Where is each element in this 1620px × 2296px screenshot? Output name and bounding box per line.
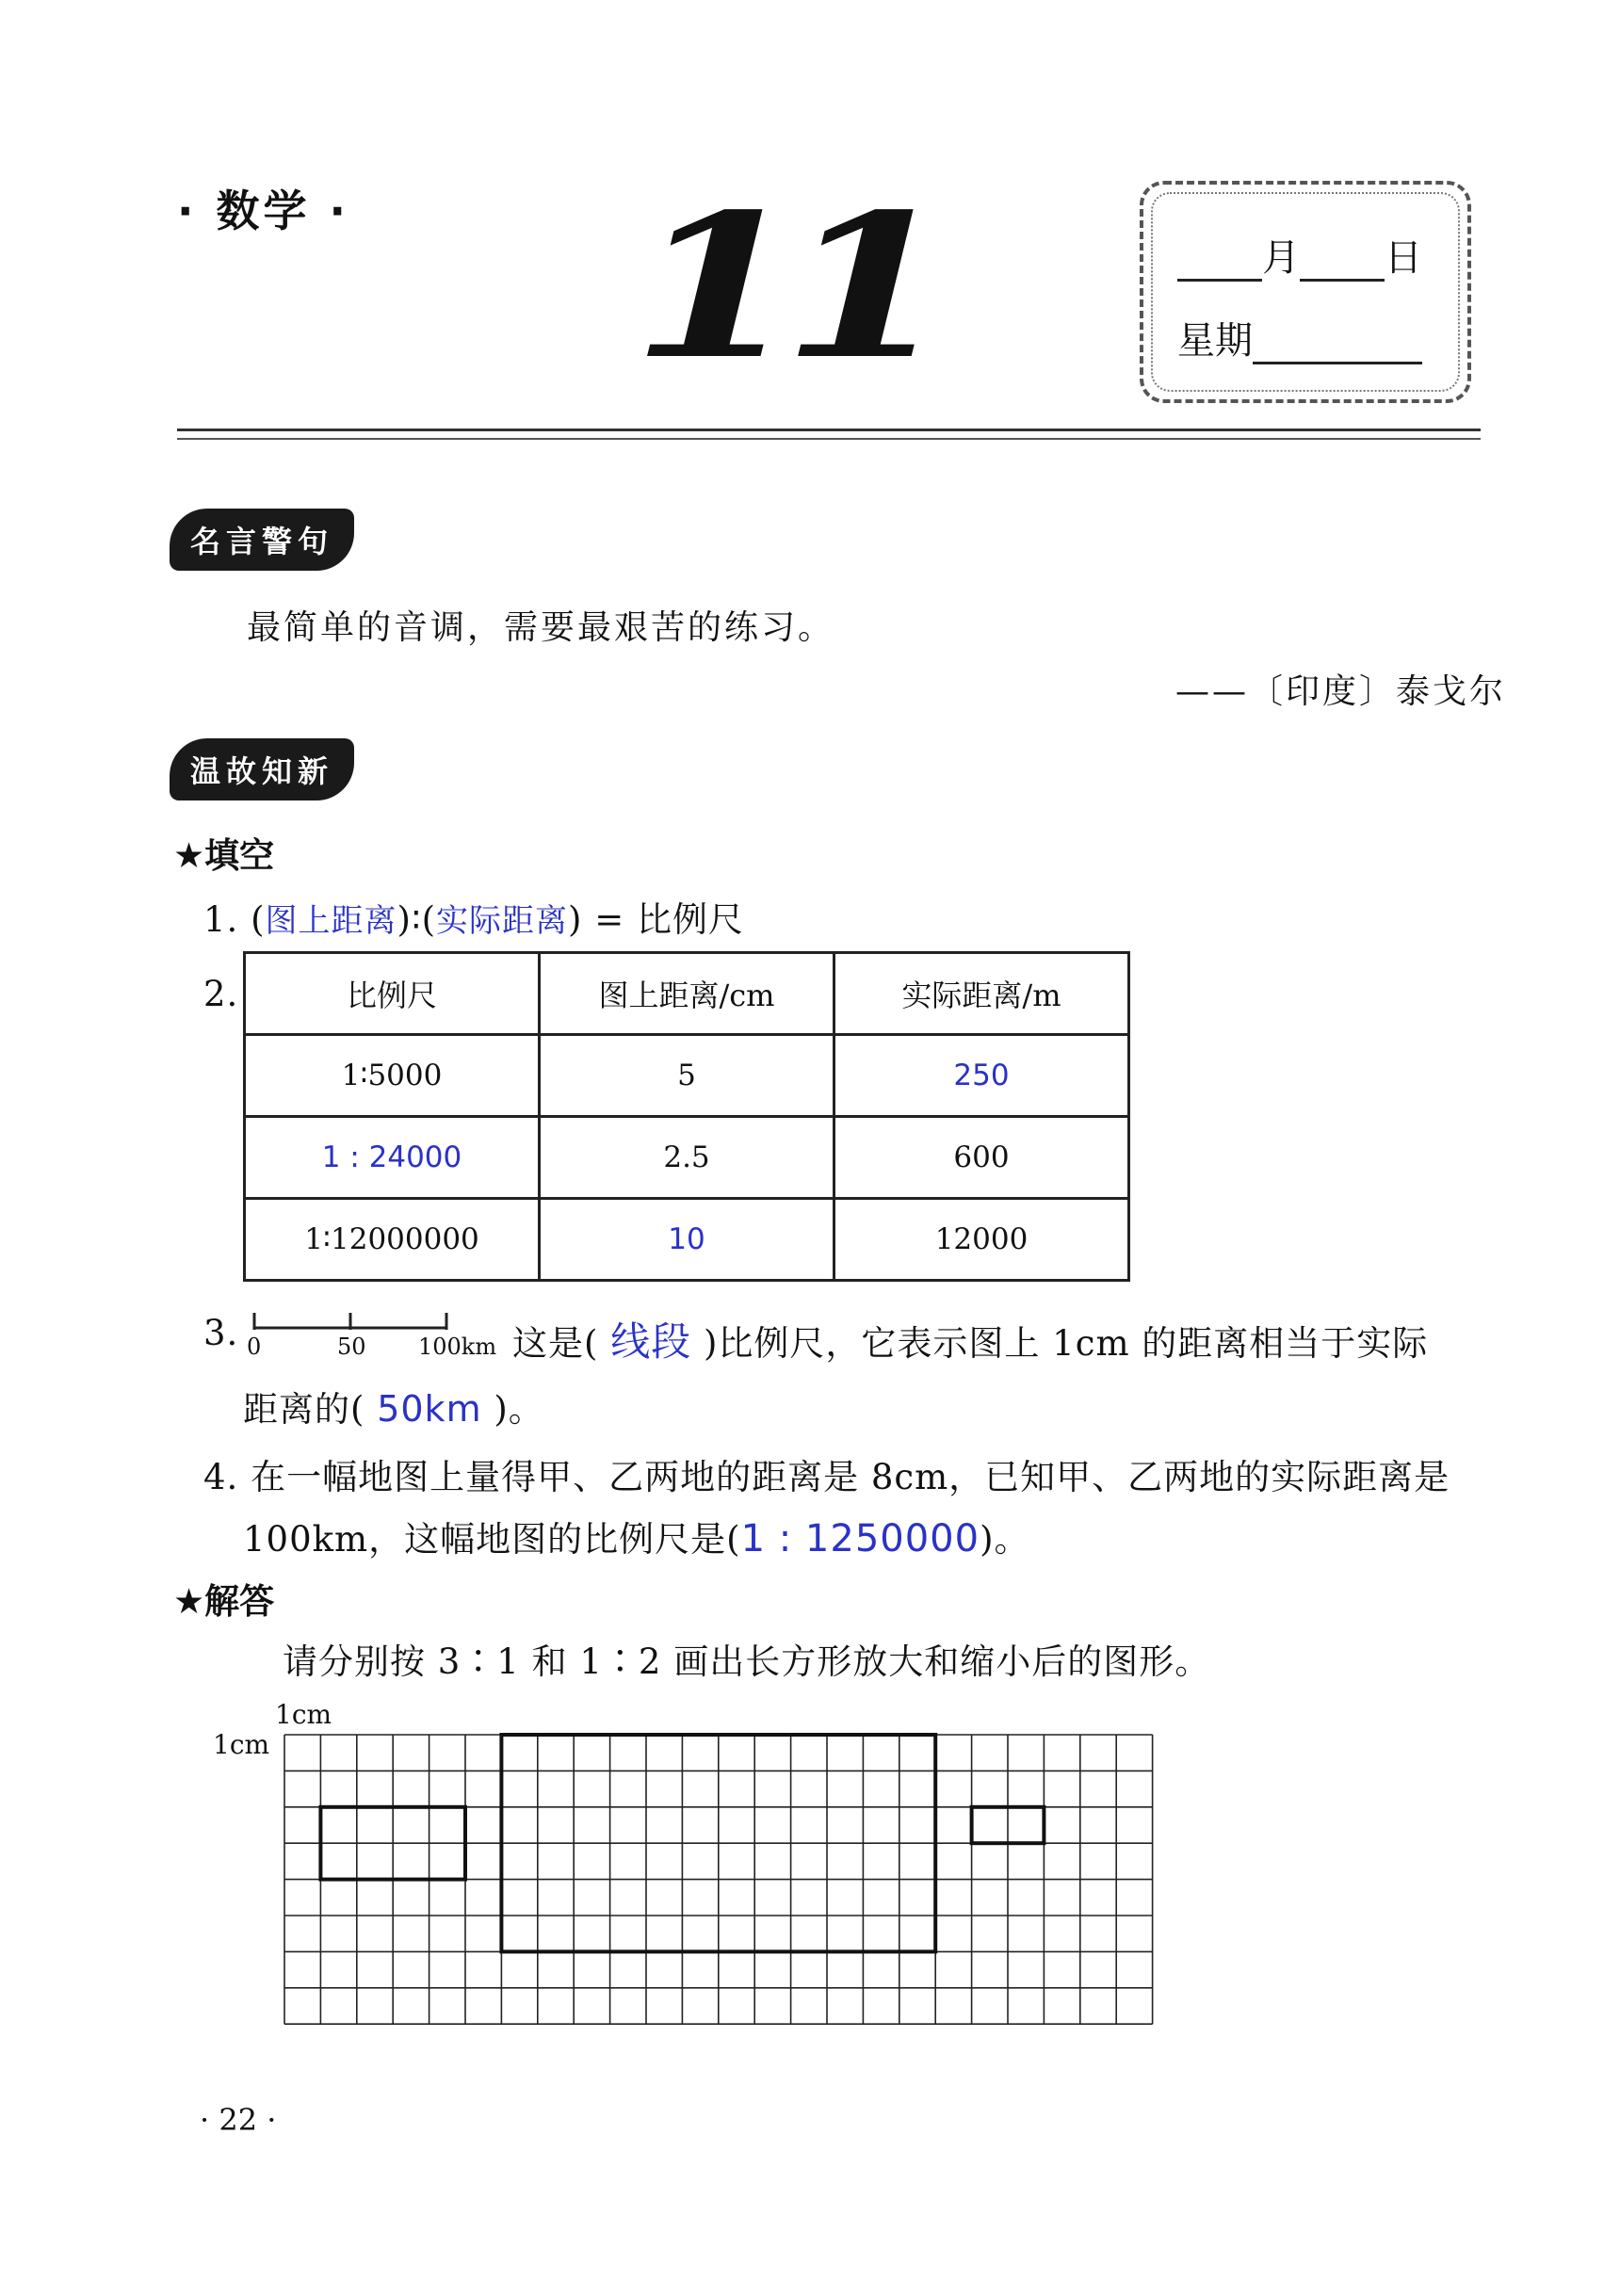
- question-3-line-2: [243, 1381, 544, 1431]
- question-3-line-1: [512, 1311, 1428, 1367]
- question-4-line-2: [243, 1511, 1030, 1561]
- q3-text: 距离的(: [243, 1389, 365, 1430]
- question-3-number: 3.: [203, 1313, 239, 1353]
- page-number: · 22 ·: [200, 2102, 277, 2138]
- date-box: [1140, 181, 1471, 403]
- grid-unit-top: 1cm: [275, 1699, 332, 1730]
- date-row: [1177, 228, 1422, 282]
- paren: (: [251, 899, 266, 940]
- q4-text: 100km，这幅地图的比例尺是(: [243, 1519, 741, 1560]
- day-label: 日: [1385, 236, 1422, 280]
- q4-text: )。: [980, 1519, 1030, 1560]
- answer-actual-distance: 实际距离: [436, 902, 569, 940]
- subject-label: · 数学 ·: [177, 186, 349, 236]
- q4-text: 在一幅地图上量得甲、乙两地的距离是 8cm，已知甲、乙两地的实际距离是: [251, 1457, 1450, 1497]
- table-header: 实际距离/m: [834, 953, 1129, 1035]
- scale-table: [243, 951, 1130, 1282]
- question-4-line-1: [203, 1448, 1450, 1499]
- table-row: [245, 1035, 1129, 1117]
- table-row: [245, 1199, 1129, 1281]
- weekday-row: [1177, 311, 1422, 364]
- table-cell: 600: [834, 1117, 1129, 1199]
- answer-cell: 250: [834, 1035, 1129, 1117]
- scale-tick-0: 0: [247, 1334, 262, 1360]
- table-cell: 1∶5000: [245, 1035, 540, 1117]
- q3-text: )比例尺，它表示图上 1cm 的距离相当于实际: [703, 1323, 1429, 1364]
- drawing-grid: [283, 1733, 1155, 2027]
- paren-ratio: )∶(: [397, 899, 437, 940]
- answer-segment: 线段: [610, 1318, 692, 1365]
- scale-tick-50: 50: [337, 1334, 366, 1360]
- lesson-number: 11: [631, 170, 933, 403]
- equals-scale: ) = 比例尺: [568, 899, 744, 940]
- header-divider-thin: [177, 438, 1481, 440]
- answer-map-distance: 图上距离: [265, 902, 397, 940]
- q3-text: )。: [494, 1389, 544, 1430]
- table-header: 图上距离/cm: [540, 953, 834, 1035]
- month-label: 月: [1262, 236, 1300, 280]
- question-number: 1.: [203, 899, 239, 940]
- answer-cell: 10: [540, 1199, 834, 1281]
- table-cell: 2.5: [540, 1117, 834, 1199]
- solve-instruction: 请分别按 3∶1 和 1∶2 画出长方形放大和缩小后的图形。: [283, 1641, 1211, 1682]
- table-cell: 1∶12000000: [245, 1199, 540, 1281]
- question-2-number: 2.: [203, 974, 239, 1014]
- solve-title: ★解答: [173, 1581, 275, 1622]
- weekday-label: 星期: [1177, 319, 1253, 363]
- header-divider: [177, 428, 1481, 431]
- answer-50km: 50km: [377, 1388, 482, 1430]
- table-row: [245, 1117, 1129, 1199]
- question-1: [203, 891, 744, 942]
- table-header-row: [245, 953, 1129, 1035]
- review-banner: 温故知新: [170, 738, 354, 800]
- quote-author: ——〔印度〕泰戈尔: [1175, 672, 1507, 711]
- quote-banner: 名言警句: [170, 509, 354, 571]
- table-cell: 12000: [834, 1199, 1129, 1281]
- answer-scale: 1 : 1250000: [740, 1517, 980, 1560]
- table-cell: 5: [540, 1035, 834, 1117]
- grid-unit-left: 1cm: [213, 1729, 270, 1760]
- q3-text: 这是(: [512, 1323, 599, 1364]
- answer-cell: 1 : 24000: [245, 1117, 540, 1199]
- question-number: 4.: [203, 1457, 239, 1497]
- fill-blank-title: ★填空: [173, 835, 275, 876]
- scale-tick-100km: 100km: [418, 1334, 497, 1360]
- table-header: 比例尺: [245, 953, 540, 1035]
- quote-text: 最简单的音调，需要最艰苦的练习。: [247, 608, 835, 647]
